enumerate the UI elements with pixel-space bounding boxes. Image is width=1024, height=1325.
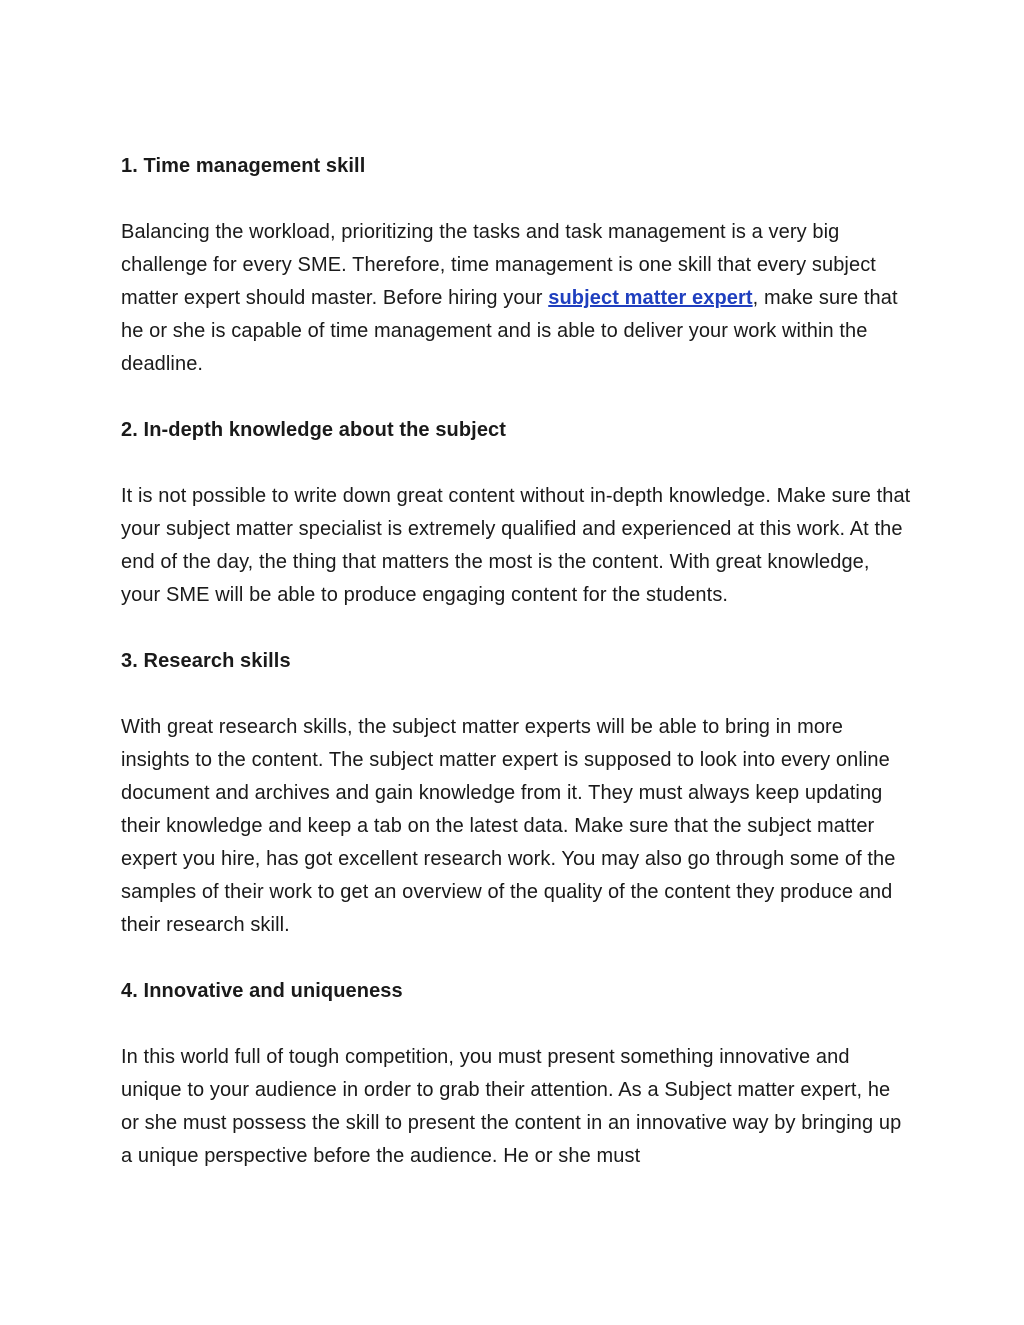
section-body-innovative-uniqueness: In this world full of tough competition, you must present something innovative and unique to your audience in order to grab their attention. As a Subject matter expert, he or she must possess the skill to present the content in an innovative way by bringing up a unique perspective before the audience. He or she must xyxy=(121,1046,902,1167)
section-heading-in-depth-knowledge: 2. In-depth knowledge about the subject xyxy=(121,419,507,441)
document-page xyxy=(121,150,911,1206)
subject-matter-expert-link[interactable]: subject matter expert xyxy=(548,287,753,309)
section-body-time-management xyxy=(121,216,911,381)
section-heading-innovative-uniqueness: 4. Innovative and uniqueness xyxy=(121,980,403,1002)
section-heading-research-skills: 3. Research skills xyxy=(121,650,291,672)
section-body-in-depth-knowledge: It is not possible to write down great content without in-depth knowledge. Make sure that your subject matter specialist is extremely qualified and experienced at this work. At the end of the day, the thing that matters the most is the content. With great knowledge, your SME will be able to produce engaging content for the students. xyxy=(121,485,911,606)
body-text-before-link: Balancing the workload, prioritizing the tasks and task management is a very big challenge for every SME. Therefore, time management is one skill that every subject matter expert should master. Before hiring your xyxy=(121,221,876,309)
section-body-research-skills: With great research skills, the subject matter experts will be able to bring in more insights to the content. The subject matter expert is supposed to look into every online document and archives and gain knowledge from it. They must always keep updating their knowledge and keep a tab on the latest data. Make sure that the subject matter expert you hire, has got excellent research work. You may also go through some of the samples of their work to get an overview of the quality of the content they produce and their research skill. xyxy=(121,716,896,936)
section-heading-time-management: 1. Time management skill xyxy=(121,155,366,177)
body-text-after-link: , make sure that he or she is capable of time management and is able to deliver your work within the deadline. xyxy=(121,287,898,375)
